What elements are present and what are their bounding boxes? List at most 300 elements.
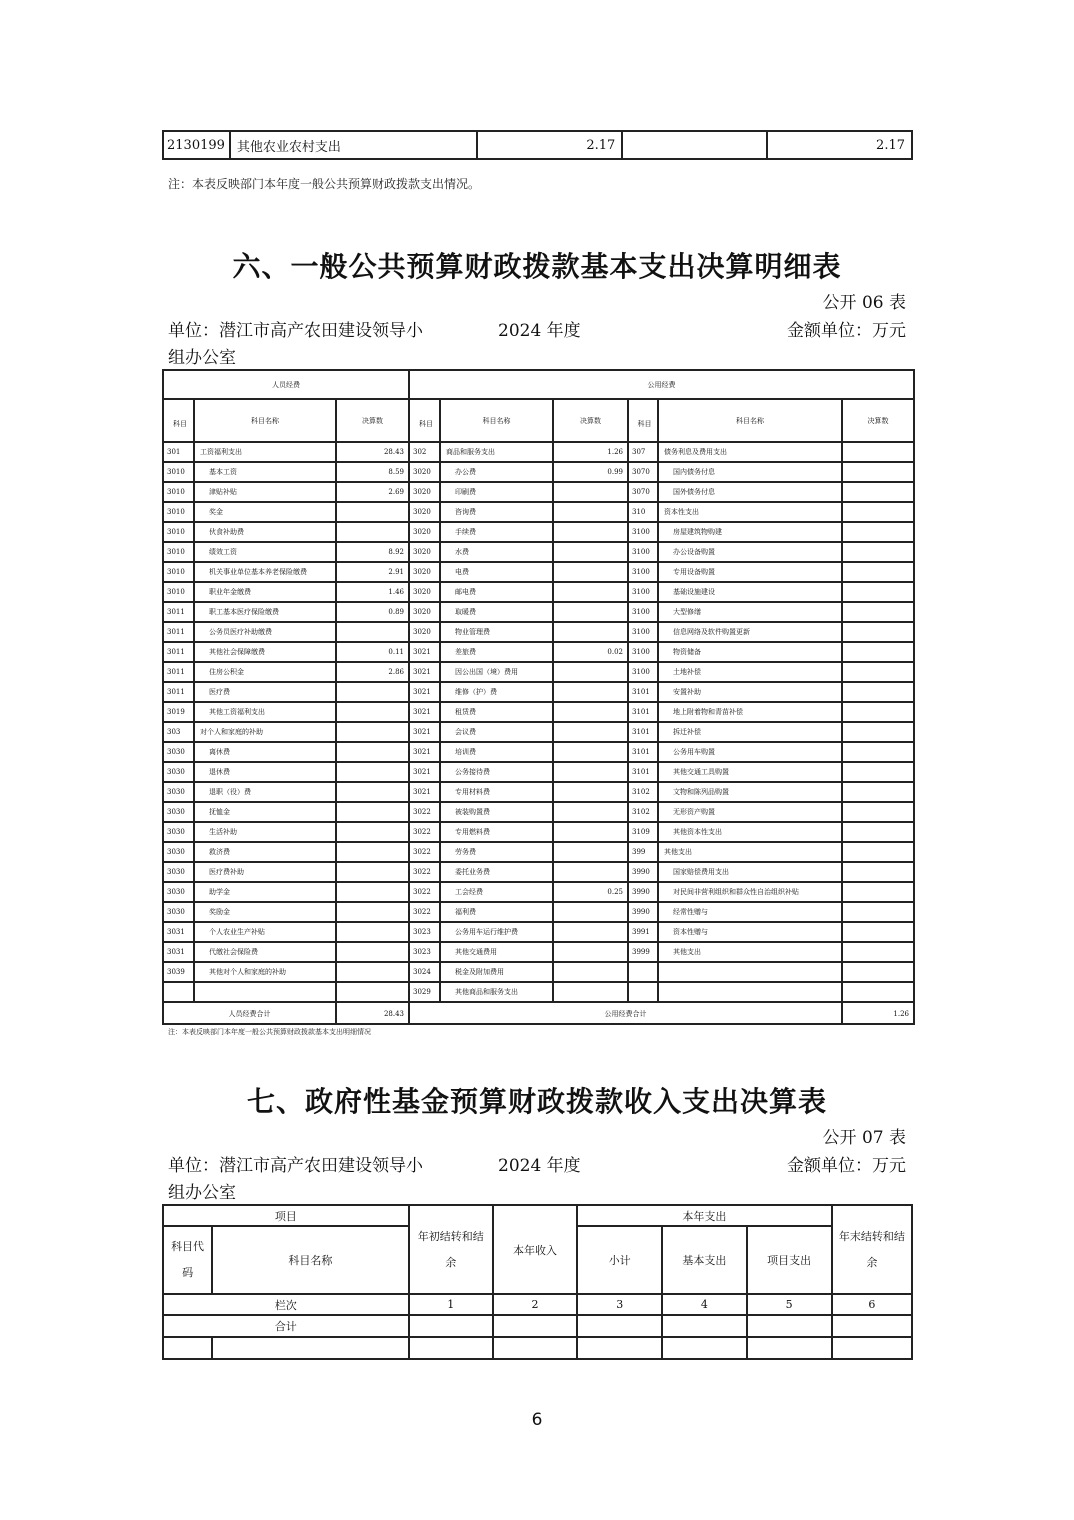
subject-name: 公务用车购置	[658, 742, 842, 762]
code-header	[163, 1226, 212, 1294]
column-number: 5	[747, 1294, 832, 1315]
project-expense-header: 项目支出	[747, 1226, 832, 1294]
subject-code: 3102	[628, 802, 658, 822]
name-header: 科目名称	[658, 399, 842, 442]
subject-code: 3020	[409, 482, 440, 502]
subject-code: 3100	[628, 662, 658, 682]
amount-cell: 0.25	[553, 882, 628, 902]
amount-cell	[553, 822, 628, 842]
table-row	[163, 802, 914, 822]
amount-cell	[842, 462, 914, 482]
subject-code: 3022	[409, 822, 440, 842]
subject-code: 3029	[409, 982, 440, 1002]
column-number: 6	[832, 1294, 912, 1315]
subject-name: 伙食补助费	[194, 522, 336, 542]
subject-name: 物业管理费	[440, 622, 553, 642]
amount-cell	[553, 602, 628, 622]
amount-cell	[553, 762, 628, 782]
empty-cell	[747, 1337, 832, 1359]
amount-cell	[842, 582, 914, 602]
amount-cell	[842, 942, 914, 962]
subject-name: 津贴补贴	[194, 482, 336, 502]
subject-code: 3022	[409, 882, 440, 902]
amount-cell	[336, 862, 409, 882]
subject-code: 3021	[409, 782, 440, 802]
empty-cell	[832, 1315, 912, 1337]
table-row	[163, 882, 914, 902]
subject-code: 3100	[628, 542, 658, 562]
subject-code: 399	[628, 842, 658, 862]
subject-code: 3030	[163, 802, 194, 822]
amount-cell	[336, 702, 409, 722]
subject-name: 邮电费	[440, 582, 553, 602]
amount-cell	[553, 522, 628, 542]
table-row	[163, 902, 914, 922]
item-header: 项目	[163, 1205, 409, 1226]
subject-name: 助学金	[194, 882, 336, 902]
subject-code: 3019	[163, 702, 194, 722]
public-header: 公用经费	[409, 370, 914, 399]
totals-row	[163, 1002, 914, 1024]
subject-name: 手续费	[440, 522, 553, 542]
amount-cell: 8.92	[336, 542, 409, 562]
amount-cell	[553, 482, 628, 502]
amount-cell	[842, 922, 914, 942]
opening-balance-line1: 年初结转和结	[417, 1229, 484, 1243]
subject-code: 3021	[409, 722, 440, 742]
page-number: 6	[531, 1410, 543, 1430]
table-row	[163, 682, 914, 702]
amount-cell	[842, 982, 914, 1002]
amount-cell	[842, 742, 914, 762]
code-header: 科目	[409, 399, 440, 442]
opening-balance-line2: 余	[445, 1255, 457, 1269]
amount-cell	[842, 882, 914, 902]
basic-expense-header: 基本支出	[662, 1226, 746, 1294]
amount-cell	[553, 622, 628, 642]
amount-cell	[553, 682, 628, 702]
amount-cell	[553, 742, 628, 762]
amount-cell	[553, 702, 628, 722]
amount-cell	[553, 982, 628, 1002]
public-total-label: 公用经费合计	[409, 1002, 842, 1024]
subject-code: 3101	[628, 722, 658, 742]
subject-name: 对民间非营利组织和群众性自治组织补贴	[658, 882, 842, 902]
subject-code: 3010	[163, 562, 194, 582]
subject-name: 因公出国（境）费用	[440, 662, 553, 682]
subject-name: 印刷费	[440, 482, 553, 502]
table-row	[163, 622, 914, 642]
subject-name	[658, 962, 842, 982]
subject-code: 3023	[409, 922, 440, 942]
subject-code: 3101	[628, 762, 658, 782]
subject-name: 信息网络及软件购置更新	[658, 622, 842, 642]
subject-code: 3990	[628, 882, 658, 902]
subject-name	[658, 982, 842, 1002]
amount-cell	[336, 982, 409, 1002]
amount-header: 决算数	[553, 399, 628, 442]
subject-name: 房屋建筑物购建	[658, 522, 842, 542]
amount-cell: 1.46	[336, 582, 409, 602]
subject-name: 对个人和家庭的补助	[194, 722, 336, 742]
amount-cell	[336, 902, 409, 922]
subject-code: 3100	[628, 602, 658, 622]
amount-cell	[336, 522, 409, 542]
subject-name: 其他社会保障缴费	[194, 642, 336, 662]
amount-cell	[553, 962, 628, 982]
subject-code: 3030	[163, 842, 194, 862]
amount-header: 决算数	[842, 399, 914, 442]
table-row	[163, 822, 914, 842]
subject-code: 3101	[628, 702, 658, 722]
subtotal-header: 小计	[577, 1226, 662, 1294]
subject-code: 3010	[163, 502, 194, 522]
code-header-line1: 科目代	[171, 1240, 205, 1253]
subject-code: 3020	[409, 622, 440, 642]
subject-name: 工资福利支出	[194, 442, 336, 462]
subject-name: 办公费	[440, 462, 553, 482]
subject-name: 其他支出	[658, 942, 842, 962]
personnel-total-value: 28.43	[336, 1002, 409, 1024]
amount-cell	[842, 702, 914, 722]
subject-code: 3030	[163, 882, 194, 902]
name-header: 科目名称	[212, 1226, 409, 1294]
income-header: 本年收入	[493, 1205, 577, 1294]
subject-code: 3070	[628, 482, 658, 502]
amount-cell: 8.59	[336, 462, 409, 482]
subject-name: 职工基本医疗保险缴费	[194, 602, 336, 622]
subject-name	[194, 982, 336, 1002]
subject-code: 310	[628, 502, 658, 522]
section-title: 六、一般公共预算财政拨款基本支出决算明细表	[232, 250, 842, 283]
amount-cell	[842, 902, 914, 922]
subject-name: 维修（护）费	[440, 682, 553, 702]
subject-name: 无形资产购置	[658, 802, 842, 822]
subject-name: 职业年金缴费	[194, 582, 336, 602]
amount-cell	[336, 682, 409, 702]
code-header: 科目	[628, 399, 658, 442]
empty-cell	[747, 1315, 832, 1337]
subject-name: 住房公积金	[194, 662, 336, 682]
total-label: 合计	[163, 1315, 409, 1337]
subject-code: 3020	[409, 582, 440, 602]
amount-cell	[336, 742, 409, 762]
empty-cell	[662, 1315, 746, 1337]
subject-name: 专用燃料费	[440, 822, 553, 842]
subject-code: 3010	[163, 482, 194, 502]
amount-cell	[336, 762, 409, 782]
form-number: 公开 06 表	[822, 293, 906, 313]
subject-name: 资本性支出	[658, 502, 842, 522]
table-row	[163, 562, 914, 582]
unit-name: 单位：潜江市高产农田建设领导小	[168, 1156, 423, 1176]
amount-cell	[553, 662, 628, 682]
table-row	[163, 642, 914, 662]
subject-name: 国外债务付息	[658, 482, 842, 502]
amount-cell	[553, 842, 628, 862]
subject-name: 会议费	[440, 722, 553, 742]
subject-name: 土地补偿	[658, 662, 842, 682]
basic-expenditure-detail-table	[162, 369, 915, 1025]
subject-code: 3999	[628, 942, 658, 962]
subject-code: 3011	[163, 602, 194, 622]
subject-name: 国家赔偿费用支出	[658, 862, 842, 882]
column-number-label: 栏次	[163, 1294, 409, 1315]
subject-code: 3020	[409, 522, 440, 542]
subject-name: 咨询费	[440, 502, 553, 522]
subject-name: 劳务费	[440, 842, 553, 862]
amount-cell: 2.86	[336, 662, 409, 682]
table-row	[163, 862, 914, 882]
subject-name: 个人农业生产补贴	[194, 922, 336, 942]
amount-cell	[336, 942, 409, 962]
table-row	[163, 502, 914, 522]
amount-cell: 2.91	[336, 562, 409, 582]
subject-name: 其他工资福利支出	[194, 702, 336, 722]
subject-name: 税金及附加费用	[440, 962, 553, 982]
table-row	[163, 542, 914, 562]
header-row	[163, 1205, 912, 1226]
amount-cell: 0.89	[336, 602, 409, 622]
amount-cell	[553, 922, 628, 942]
amount-cell	[553, 502, 628, 522]
subject-name: 债务利息及费用支出	[658, 442, 842, 462]
table-row	[163, 922, 914, 942]
column-number-row	[163, 1294, 912, 1315]
empty-cell	[163, 1337, 212, 1359]
public-total-value: 1.26	[842, 1002, 914, 1024]
table-row	[163, 462, 914, 482]
amount-cell	[553, 562, 628, 582]
table-row	[163, 742, 914, 762]
personnel-header: 人员经费	[163, 370, 409, 399]
table-row	[163, 602, 914, 622]
subject-name: 电费	[440, 562, 553, 582]
subject-name: 租赁费	[440, 702, 553, 722]
subject-name: 专用设备购置	[658, 562, 842, 582]
subject-name: 地上附着物和青苗补偿	[658, 702, 842, 722]
subject-code: 3100	[628, 562, 658, 582]
fiscal-year: 2024 年度	[498, 321, 581, 341]
fiscal-year: 2024 年度	[498, 1156, 581, 1176]
subject-code: 3024	[409, 962, 440, 982]
subject-name: 其他交通工具购置	[658, 762, 842, 782]
amount-cell	[842, 682, 914, 702]
unit-name: 单位：潜江市高产农田建设领导小	[168, 321, 423, 341]
section-title: 七、政府性基金预算财政拨款收入支出决算表	[246, 1085, 827, 1118]
empty-cell	[832, 1337, 912, 1359]
subject-name: 水费	[440, 542, 553, 562]
subject-code: 3022	[409, 842, 440, 862]
empty-cell	[212, 1337, 409, 1359]
subject-name: 抚恤金	[194, 802, 336, 822]
amount-cell	[842, 502, 914, 522]
amount-cell: 0.02	[553, 642, 628, 662]
subject-code: 3102	[628, 782, 658, 802]
subject-code: 302	[409, 442, 440, 462]
closing-balance-line2: 余	[866, 1255, 878, 1269]
subject-name: 奖金	[194, 502, 336, 522]
table-row	[163, 1337, 912, 1359]
amount-cell	[336, 502, 409, 522]
subject-code	[628, 982, 658, 1002]
amount-cell	[622, 131, 766, 159]
empty-cell	[662, 1337, 746, 1359]
subject-code: 303	[163, 722, 194, 742]
subject-code: 3022	[409, 902, 440, 922]
amount-cell	[553, 862, 628, 882]
subject-name: 救济费	[194, 842, 336, 862]
subject-code: 3030	[163, 762, 194, 782]
subject-name: 医疗费	[194, 682, 336, 702]
subject-code: 3011	[163, 622, 194, 642]
subject-name: 办公设备购置	[658, 542, 842, 562]
closing-balance-line1: 年末结转和结	[838, 1229, 905, 1243]
subject-name: 公务用车运行维护费	[440, 922, 553, 942]
amount-cell: 2.17	[767, 131, 912, 159]
table-row	[163, 722, 914, 742]
amount-cell	[336, 922, 409, 942]
subject-code: 3010	[163, 462, 194, 482]
subject-code	[163, 982, 194, 1002]
subject-name: 大型修缮	[658, 602, 842, 622]
subject-code: 3990	[628, 862, 658, 882]
subject-code: 3990	[628, 902, 658, 922]
amount-cell	[336, 822, 409, 842]
amount-cell	[553, 942, 628, 962]
code-header: 科目	[163, 399, 194, 442]
subject-name: 国内债务付息	[658, 462, 842, 482]
subject-name: 医疗费补助	[194, 862, 336, 882]
subject-name: 安置补助	[658, 682, 842, 702]
table-row	[163, 782, 914, 802]
amount-cell	[842, 662, 914, 682]
amount-cell	[336, 962, 409, 982]
table-row	[163, 762, 914, 782]
amount-cell	[842, 602, 914, 622]
subject-code: 2130199	[163, 131, 230, 159]
subject-code: 3070	[628, 462, 658, 482]
amount-cell: 2.69	[336, 482, 409, 502]
subject-name: 机关事业单位基本养老保险缴费	[194, 562, 336, 582]
subject-name: 专用材料费	[440, 782, 553, 802]
amount-cell	[336, 802, 409, 822]
closing-balance-header	[832, 1205, 912, 1294]
amount-cell	[842, 622, 914, 642]
table-row	[163, 982, 914, 1002]
amount-cell	[842, 962, 914, 982]
column-number: 4	[662, 1294, 746, 1315]
amount-cell	[336, 842, 409, 862]
amount-header: 决算数	[336, 399, 409, 442]
empty-cell	[577, 1315, 662, 1337]
subject-code: 3010	[163, 542, 194, 562]
amount-cell	[842, 522, 914, 542]
subject-name: 公务员医疗补助缴费	[194, 622, 336, 642]
table-row	[163, 702, 914, 722]
subject-name: 其他支出	[658, 842, 842, 862]
table-row	[163, 662, 914, 682]
empty-cell	[409, 1337, 493, 1359]
subject-code: 3101	[628, 742, 658, 762]
amount-cell: 1.26	[553, 442, 628, 462]
amount-cell	[842, 782, 914, 802]
subject-code: 3100	[628, 622, 658, 642]
subject-code: 3010	[163, 522, 194, 542]
subject-name: 奖励金	[194, 902, 336, 922]
unit-name-cont: 组办公室	[168, 1183, 236, 1203]
subject-name: 被装购置费	[440, 802, 553, 822]
amount-unit: 金额单位：万元	[787, 1156, 906, 1176]
amount-cell: 0.11	[336, 642, 409, 662]
amount-unit: 金额单位：万元	[787, 321, 906, 341]
subject-name: 委托业务费	[440, 862, 553, 882]
table-row	[163, 442, 914, 462]
subject-code: 3030	[163, 902, 194, 922]
subject-name: 其他对个人和家庭的补助	[194, 962, 336, 982]
amount-cell	[842, 762, 914, 782]
subject-name: 经常性赠与	[658, 902, 842, 922]
name-header: 科目名称	[440, 399, 553, 442]
table-row	[163, 962, 914, 982]
subject-code: 3020	[409, 542, 440, 562]
subject-name: 培训费	[440, 742, 553, 762]
amount-cell	[553, 582, 628, 602]
subject-code: 3011	[163, 642, 194, 662]
subject-name: 其他农业农村支出	[230, 131, 477, 159]
subject-name: 基本工资	[194, 462, 336, 482]
subject-code: 3030	[163, 742, 194, 762]
subject-name: 生活补助	[194, 822, 336, 842]
subject-name: 工会经费	[440, 882, 553, 902]
amount-cell	[336, 782, 409, 802]
opening-balance-header	[409, 1205, 493, 1294]
column-number: 1	[409, 1294, 493, 1315]
subject-code: 3022	[409, 862, 440, 882]
amount-cell	[553, 782, 628, 802]
subject-code: 3100	[628, 522, 658, 542]
amount-cell	[842, 442, 914, 462]
subject-code: 3030	[163, 782, 194, 802]
subject-name: 资本性赠与	[658, 922, 842, 942]
subject-code: 3031	[163, 922, 194, 942]
subject-code: 3030	[163, 862, 194, 882]
empty-cell	[493, 1337, 577, 1359]
amount-cell	[842, 862, 914, 882]
table-note: 注：本表反映部门本年度一般公共预算财政拨款基本支出明细情况	[168, 1028, 371, 1036]
subject-code: 3023	[409, 942, 440, 962]
subject-code	[628, 962, 658, 982]
expense-group-header: 本年支出	[577, 1205, 832, 1226]
subject-name: 其他交通费用	[440, 942, 553, 962]
subject-code: 3991	[628, 922, 658, 942]
subject-code: 3020	[409, 602, 440, 622]
empty-cell	[409, 1315, 493, 1337]
table-note: 注：本表反映部门本年度一般公共预算财政拨款支出情况。	[168, 177, 481, 191]
table-row	[163, 131, 912, 159]
amount-cell	[842, 482, 914, 502]
subject-name: 其他资本性支出	[658, 822, 842, 842]
subject-name: 物资储备	[658, 642, 842, 662]
table-row	[163, 942, 914, 962]
subject-code: 3020	[409, 502, 440, 522]
amount-cell	[336, 622, 409, 642]
amount-cell	[553, 902, 628, 922]
amount-cell	[842, 842, 914, 862]
subject-code: 3100	[628, 582, 658, 602]
personnel-total-label: 人员经费合计	[163, 1002, 336, 1024]
subject-name: 其他商品和服务支出	[440, 982, 553, 1002]
